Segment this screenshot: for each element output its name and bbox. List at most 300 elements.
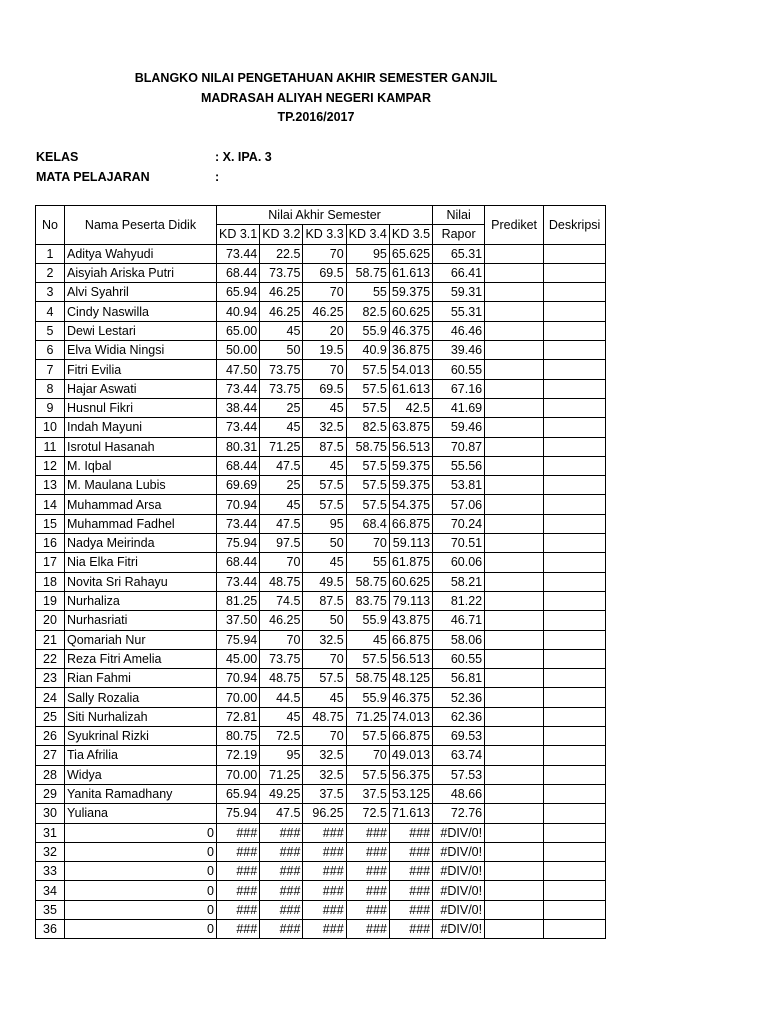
cell-kd-3-2: 46.25	[260, 283, 303, 302]
cell-prediket	[485, 823, 544, 842]
cell-kd-3-2: 97.5	[260, 534, 303, 553]
cell-nama: Indah Mayuni	[65, 418, 217, 437]
cell-kd-3-5: ###	[389, 919, 432, 938]
cell-kd-3-2: 74.5	[260, 591, 303, 610]
cell-kd-3-2: 72.5	[260, 727, 303, 746]
cell-no: 16	[36, 534, 65, 553]
cell-kd-3-3: 49.5	[303, 572, 346, 591]
table-row	[36, 707, 606, 726]
cell-rapor: 55.56	[433, 456, 485, 475]
cell-kd-3-3: 32.5	[303, 746, 346, 765]
cell-no: 2	[36, 263, 65, 282]
cell-rapor: 53.81	[433, 476, 485, 495]
cell-kd-3-1: 73.44	[217, 379, 260, 398]
cell-prediket	[485, 476, 544, 495]
cell-prediket	[485, 302, 544, 321]
cell-kd-3-3: ###	[303, 842, 346, 861]
cell-kd-3-3: 87.5	[303, 437, 346, 456]
cell-rapor: 60.06	[433, 553, 485, 572]
cell-no: 18	[36, 572, 65, 591]
cell-kd-3-1: 73.44	[217, 418, 260, 437]
cell-kd-3-1: 69.69	[217, 476, 260, 495]
cell-nama: Muhammad Fadhel	[65, 514, 217, 533]
cell-kd-3-2: 71.25	[260, 437, 303, 456]
cell-rapor: 72.76	[433, 804, 485, 823]
cell-kd-3-4: 57.5	[346, 379, 389, 398]
table-row	[36, 746, 606, 765]
table-row	[36, 418, 606, 437]
cell-prediket	[485, 591, 544, 610]
cell-kd-3-3: 32.5	[303, 418, 346, 437]
header-nama: Nama Peserta Didik	[65, 206, 217, 245]
cell-no: 24	[36, 688, 65, 707]
header-nilai: Nilai	[433, 206, 485, 225]
cell-no: 9	[36, 398, 65, 417]
cell-nama: 0	[65, 881, 217, 900]
cell-nama: Yuliana	[65, 804, 217, 823]
cell-kd-3-1: 68.44	[217, 456, 260, 475]
cell-kd-3-4: 83.75	[346, 591, 389, 610]
cell-kd-3-5: 49.013	[389, 746, 432, 765]
cell-kd-3-1: 73.44	[217, 514, 260, 533]
cell-kd-3-3: 32.5	[303, 630, 346, 649]
cell-no: 10	[36, 418, 65, 437]
table-row	[36, 495, 606, 514]
cell-rapor: 59.31	[433, 283, 485, 302]
table-row	[36, 476, 606, 495]
cell-kd-3-1: 50.00	[217, 341, 260, 360]
cell-kd-3-5: 66.875	[389, 514, 432, 533]
cell-prediket	[485, 514, 544, 533]
cell-kd-3-3: 70	[303, 727, 346, 746]
cell-no: 31	[36, 823, 65, 842]
cell-kd-3-3: ###	[303, 862, 346, 881]
cell-kd-3-1: 38.44	[217, 398, 260, 417]
cell-kd-3-2: 22.5	[260, 244, 303, 263]
cell-deskripsi	[544, 842, 606, 861]
cell-kd-3-4: 82.5	[346, 302, 389, 321]
cell-kd-3-4: 70	[346, 746, 389, 765]
cell-deskripsi	[544, 823, 606, 842]
cell-prediket	[485, 842, 544, 861]
cell-kd-3-3: 70	[303, 360, 346, 379]
cell-kd-3-2: ###	[260, 900, 303, 919]
table-row	[36, 823, 606, 842]
cell-kd-3-2: 25	[260, 398, 303, 417]
cell-kd-3-2: 45	[260, 418, 303, 437]
table-row	[36, 572, 606, 591]
cell-prediket	[485, 765, 544, 784]
cell-no: 8	[36, 379, 65, 398]
cell-kd-3-2: 45	[260, 495, 303, 514]
kelas-value: : X. IPA. 3	[215, 150, 272, 164]
table-row	[36, 611, 606, 630]
cell-kd-3-3: 87.5	[303, 591, 346, 610]
cell-no: 25	[36, 707, 65, 726]
cell-prediket	[485, 688, 544, 707]
cell-prediket	[485, 360, 544, 379]
cell-rapor: 56.81	[433, 669, 485, 688]
cell-nama: Rian Fahmi	[65, 669, 217, 688]
cell-kd-3-5: 60.625	[389, 572, 432, 591]
cell-kd-3-5: 66.875	[389, 630, 432, 649]
cell-kd-3-5: 36.875	[389, 341, 432, 360]
cell-no: 34	[36, 881, 65, 900]
cell-rapor: 66.41	[433, 263, 485, 282]
cell-kd-3-4: 57.5	[346, 398, 389, 417]
cell-no: 23	[36, 669, 65, 688]
table-row	[36, 804, 606, 823]
cell-deskripsi	[544, 900, 606, 919]
cell-nama: Nia Elka Fitri	[65, 553, 217, 572]
cell-kd-3-5: ###	[389, 823, 432, 842]
cell-nama: Hajar Aswati	[65, 379, 217, 398]
cell-deskripsi	[544, 746, 606, 765]
cell-rapor: 60.55	[433, 649, 485, 668]
cell-kd-3-1: 40.94	[217, 302, 260, 321]
cell-rapor: 59.46	[433, 418, 485, 437]
cell-kd-3-2: 25	[260, 476, 303, 495]
cell-rapor: 39.46	[433, 341, 485, 360]
table-row	[36, 900, 606, 919]
cell-nama: Yanita Ramadhany	[65, 784, 217, 803]
cell-kd-3-5: 54.375	[389, 495, 432, 514]
cell-kd-3-5: 56.513	[389, 649, 432, 668]
cell-nama: Husnul Fikri	[65, 398, 217, 417]
cell-kd-3-2: 73.75	[260, 649, 303, 668]
cell-rapor: #DIV/0!	[433, 881, 485, 900]
table-row	[36, 688, 606, 707]
cell-kd-3-3: 19.5	[303, 341, 346, 360]
cell-rapor: 57.53	[433, 765, 485, 784]
cell-prediket	[485, 649, 544, 668]
cell-kd-3-3: 96.25	[303, 804, 346, 823]
cell-rapor: 57.06	[433, 495, 485, 514]
cell-kd-3-4: 58.75	[346, 263, 389, 282]
header-kd-3-1: KD 3.1	[217, 225, 260, 244]
cell-kd-3-2: ###	[260, 823, 303, 842]
cell-rapor: #DIV/0!	[433, 842, 485, 861]
cell-kd-3-3: 57.5	[303, 476, 346, 495]
cell-kd-3-4: 70	[346, 534, 389, 553]
cell-prediket	[485, 456, 544, 475]
table-row	[36, 244, 606, 263]
cell-no: 20	[36, 611, 65, 630]
cell-kd-3-3: 70	[303, 283, 346, 302]
title-line-1: BLANGKO NILAI PENGETAHUAN AKHIR SEMESTER GANJIL	[134, 71, 498, 85]
table-row	[36, 862, 606, 881]
cell-deskripsi	[544, 881, 606, 900]
cell-kd-3-1: 75.94	[217, 804, 260, 823]
cell-deskripsi	[544, 727, 606, 746]
cell-no: 30	[36, 804, 65, 823]
cell-kd-3-1: 68.44	[217, 263, 260, 282]
cell-kd-3-1: 70.94	[217, 669, 260, 688]
cell-kd-3-3: 95	[303, 514, 346, 533]
cell-kd-3-5: 42.5	[389, 398, 432, 417]
cell-kd-3-3: 50	[303, 611, 346, 630]
cell-kd-3-2: 50	[260, 341, 303, 360]
cell-kd-3-2: ###	[260, 919, 303, 938]
cell-kd-3-1: ###	[217, 881, 260, 900]
cell-kd-3-4: 57.5	[346, 360, 389, 379]
table-row	[36, 881, 606, 900]
cell-rapor: 70.87	[433, 437, 485, 456]
cell-rapor: #DIV/0!	[433, 900, 485, 919]
header-kd-3-4: KD 3.4	[346, 225, 389, 244]
cell-deskripsi	[544, 456, 606, 475]
header-rapor: Rapor	[433, 225, 485, 244]
cell-kd-3-5: ###	[389, 881, 432, 900]
cell-kd-3-4: 45	[346, 630, 389, 649]
cell-deskripsi	[544, 341, 606, 360]
cell-kd-3-1: 65.94	[217, 283, 260, 302]
cell-deskripsi	[544, 437, 606, 456]
cell-deskripsi	[544, 360, 606, 379]
cell-no: 32	[36, 842, 65, 861]
cell-prediket	[485, 553, 544, 572]
cell-kd-3-4: ###	[346, 900, 389, 919]
cell-kd-3-4: 82.5	[346, 418, 389, 437]
cell-kd-3-4: 57.5	[346, 765, 389, 784]
cell-deskripsi	[544, 244, 606, 263]
cell-deskripsi	[544, 611, 606, 630]
cell-deskripsi	[544, 919, 606, 938]
cell-kd-3-4: 57.5	[346, 727, 389, 746]
cell-prediket	[485, 283, 544, 302]
cell-kd-3-5: ###	[389, 862, 432, 881]
cell-rapor: 55.31	[433, 302, 485, 321]
cell-deskripsi	[544, 630, 606, 649]
cell-no: 15	[36, 514, 65, 533]
cell-kd-3-2: 46.25	[260, 611, 303, 630]
cell-prediket	[485, 804, 544, 823]
cell-nama: Aisyiah Ariska Putri	[65, 263, 217, 282]
cell-no: 3	[36, 283, 65, 302]
cell-nama: Cindy Naswilla	[65, 302, 217, 321]
cell-kd-3-2: 47.5	[260, 804, 303, 823]
cell-nama: 0	[65, 900, 217, 919]
cell-nama: M. Iqbal	[65, 456, 217, 475]
grade-table	[35, 205, 606, 939]
cell-deskripsi	[544, 591, 606, 610]
cell-kd-3-5: 59.375	[389, 456, 432, 475]
table-row	[36, 283, 606, 302]
cell-kd-3-2: 73.75	[260, 263, 303, 282]
cell-kd-3-1: 65.94	[217, 784, 260, 803]
table-row	[36, 437, 606, 456]
cell-kd-3-3: 70	[303, 649, 346, 668]
cell-prediket	[485, 495, 544, 514]
cell-nama: 0	[65, 823, 217, 842]
cell-no: 13	[36, 476, 65, 495]
cell-kd-3-3: ###	[303, 919, 346, 938]
cell-kd-3-1: 47.50	[217, 360, 260, 379]
cell-no: 19	[36, 591, 65, 610]
cell-kd-3-4: 40.9	[346, 341, 389, 360]
cell-kd-3-3: 57.5	[303, 669, 346, 688]
cell-nama: Isrotul Hasanah	[65, 437, 217, 456]
cell-prediket	[485, 919, 544, 938]
cell-rapor: 46.71	[433, 611, 485, 630]
cell-nama: Sally Rozalia	[65, 688, 217, 707]
cell-nama: Muhammad Arsa	[65, 495, 217, 514]
cell-kd-3-4: ###	[346, 919, 389, 938]
cell-kd-3-2: 45	[260, 321, 303, 340]
cell-deskripsi	[544, 688, 606, 707]
cell-kd-3-4: 58.75	[346, 437, 389, 456]
cell-kd-3-1: 68.44	[217, 553, 260, 572]
header-kd-3-3: KD 3.3	[303, 225, 346, 244]
cell-prediket	[485, 669, 544, 688]
table-row	[36, 263, 606, 282]
cell-deskripsi	[544, 649, 606, 668]
cell-kd-3-3: 45	[303, 456, 346, 475]
cell-rapor: 62.36	[433, 707, 485, 726]
table-row	[36, 514, 606, 533]
cell-rapor: 70.24	[433, 514, 485, 533]
cell-prediket	[485, 244, 544, 263]
kelas-label: KELAS	[36, 150, 79, 164]
cell-kd-3-4: 71.25	[346, 707, 389, 726]
cell-kd-3-2: 70	[260, 553, 303, 572]
cell-kd-3-1: 73.44	[217, 244, 260, 263]
cell-kd-3-5: 53.125	[389, 784, 432, 803]
cell-nama: 0	[65, 919, 217, 938]
cell-rapor: 70.51	[433, 534, 485, 553]
cell-deskripsi	[544, 379, 606, 398]
cell-kd-3-2: 47.5	[260, 456, 303, 475]
cell-kd-3-3: 70	[303, 244, 346, 263]
cell-kd-3-1: 80.31	[217, 437, 260, 456]
cell-rapor: 58.06	[433, 630, 485, 649]
cell-kd-3-5: 46.375	[389, 321, 432, 340]
cell-prediket	[485, 437, 544, 456]
table-row	[36, 379, 606, 398]
cell-nama: Qomariah Nur	[65, 630, 217, 649]
cell-kd-3-5: 59.375	[389, 476, 432, 495]
header-kd-3-2: KD 3.2	[260, 225, 303, 244]
cell-kd-3-5: 43.875	[389, 611, 432, 630]
cell-prediket	[485, 321, 544, 340]
cell-rapor: #DIV/0!	[433, 823, 485, 842]
table-row	[36, 398, 606, 417]
cell-kd-3-5: 61.613	[389, 263, 432, 282]
cell-kd-3-1: 72.81	[217, 707, 260, 726]
cell-kd-3-1: 70.00	[217, 688, 260, 707]
cell-no: 5	[36, 321, 65, 340]
cell-no: 1	[36, 244, 65, 263]
cell-kd-3-4: 57.5	[346, 649, 389, 668]
table-row	[36, 321, 606, 340]
cell-kd-3-1: ###	[217, 862, 260, 881]
cell-prediket	[485, 418, 544, 437]
cell-rapor: 67.16	[433, 379, 485, 398]
cell-no: 11	[36, 437, 65, 456]
cell-no: 17	[36, 553, 65, 572]
cell-rapor: 63.74	[433, 746, 485, 765]
cell-kd-3-3: ###	[303, 881, 346, 900]
table-row	[36, 360, 606, 379]
cell-rapor: 41.69	[433, 398, 485, 417]
cell-kd-3-2: 47.5	[260, 514, 303, 533]
cell-kd-3-1: 65.00	[217, 321, 260, 340]
title-line-3: TP.2016/2017	[277, 110, 355, 124]
cell-nama: Elva Widia Ningsi	[65, 341, 217, 360]
cell-kd-3-2: 70	[260, 630, 303, 649]
cell-kd-3-5: 74.013	[389, 707, 432, 726]
title-line-2: MADRASAH ALIYAH NEGERI KAMPAR	[200, 91, 432, 105]
cell-deskripsi	[544, 321, 606, 340]
cell-kd-3-4: 55	[346, 283, 389, 302]
cell-kd-3-3: 20	[303, 321, 346, 340]
header-prediket: Prediket	[485, 206, 544, 245]
cell-kd-3-5: 48.125	[389, 669, 432, 688]
cell-kd-3-3: 50	[303, 534, 346, 553]
cell-kd-3-5: 61.875	[389, 553, 432, 572]
cell-prediket	[485, 746, 544, 765]
cell-nama: Nurhasriati	[65, 611, 217, 630]
cell-kd-3-5: 56.375	[389, 765, 432, 784]
cell-deskripsi	[544, 283, 606, 302]
table-body	[36, 244, 606, 939]
cell-kd-3-2: ###	[260, 862, 303, 881]
cell-rapor: #DIV/0!	[433, 862, 485, 881]
cell-kd-3-4: 72.5	[346, 804, 389, 823]
cell-kd-3-1: 80.75	[217, 727, 260, 746]
cell-kd-3-4: 58.75	[346, 669, 389, 688]
cell-kd-3-4: 58.75	[346, 572, 389, 591]
cell-nama: Reza Fitri Amelia	[65, 649, 217, 668]
header-kd-3-5: KD 3.5	[389, 225, 432, 244]
cell-deskripsi	[544, 707, 606, 726]
cell-deskripsi	[544, 534, 606, 553]
cell-kd-3-1: 70.94	[217, 495, 260, 514]
cell-kd-3-2: 73.75	[260, 379, 303, 398]
cell-deskripsi	[544, 263, 606, 282]
cell-no: 21	[36, 630, 65, 649]
cell-deskripsi	[544, 418, 606, 437]
cell-kd-3-4: 55.9	[346, 688, 389, 707]
cell-deskripsi	[544, 862, 606, 881]
cell-nama: Aditya Wahyudi	[65, 244, 217, 263]
cell-kd-3-1: ###	[217, 842, 260, 861]
cell-kd-3-3: ###	[303, 900, 346, 919]
table-row	[36, 341, 606, 360]
cell-deskripsi	[544, 302, 606, 321]
cell-deskripsi	[544, 495, 606, 514]
table-row	[36, 842, 606, 861]
cell-no: 28	[36, 765, 65, 784]
cell-kd-3-3: ###	[303, 823, 346, 842]
cell-deskripsi	[544, 553, 606, 572]
cell-no: 26	[36, 727, 65, 746]
cell-nama: 0	[65, 862, 217, 881]
table-row	[36, 591, 606, 610]
table-row	[36, 553, 606, 572]
cell-deskripsi	[544, 765, 606, 784]
cell-kd-3-1: 81.25	[217, 591, 260, 610]
cell-no: 33	[36, 862, 65, 881]
cell-deskripsi	[544, 669, 606, 688]
cell-nama: Alvi Syahril	[65, 283, 217, 302]
table-row	[36, 765, 606, 784]
cell-prediket	[485, 707, 544, 726]
table-row	[36, 302, 606, 321]
cell-prediket	[485, 263, 544, 282]
cell-kd-3-2: 73.75	[260, 360, 303, 379]
cell-nama: 0	[65, 842, 217, 861]
